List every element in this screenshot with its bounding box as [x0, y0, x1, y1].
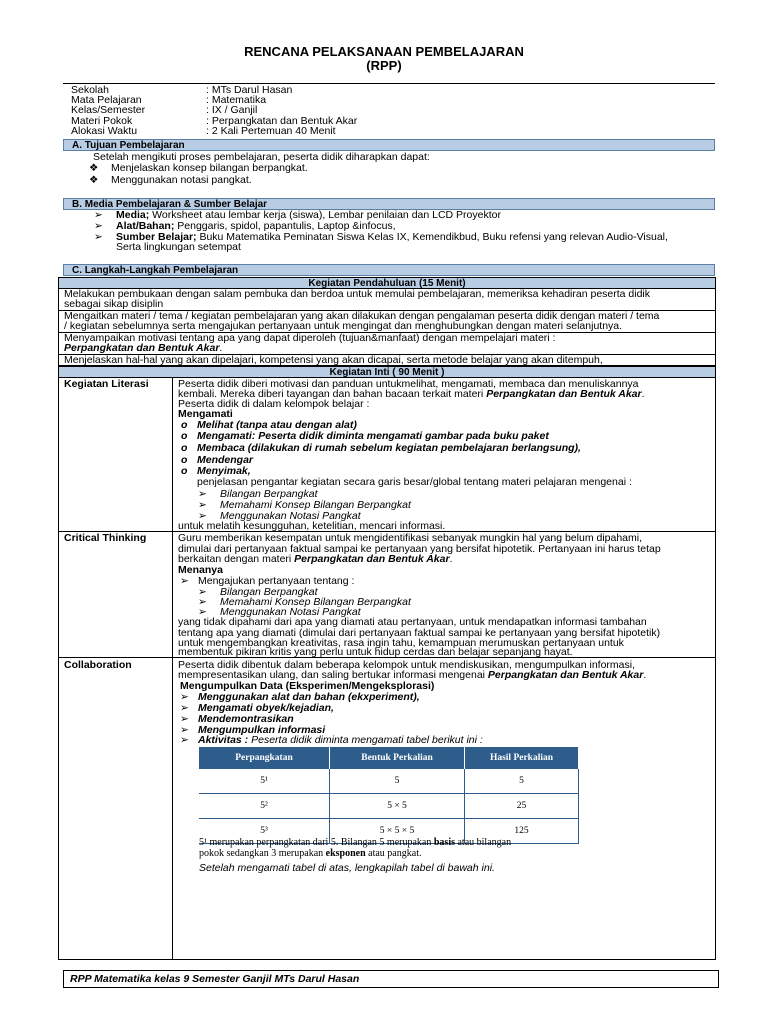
table-header: Hasil Perkalian [465, 747, 579, 769]
table-divider [172, 377, 173, 960]
table-caption: pokok sedangkan 3 merupakan eksponen atau pangkat. [199, 848, 422, 859]
critical-label: Critical Thinking [64, 532, 147, 544]
collab-item: Menggunakan alat dan bahan (ekxperiment), [198, 691, 420, 703]
table-cell: 5³ [199, 819, 330, 844]
table-header: Perpangkatan [199, 747, 330, 769]
literasi-text: penjelasan pengantar kegiatan secara garis besar/global tentang materi pelajaran mengenai : [197, 476, 632, 488]
arrow-bullet-icon: ➢ [180, 691, 189, 703]
table-row [199, 794, 579, 819]
arrow-outline-icon: ➢ [198, 596, 207, 608]
table-cell: 125 [465, 819, 579, 844]
menanya-heading: Menanya [178, 564, 223, 576]
arrow-outline-icon: ➢ [198, 499, 207, 511]
footer-text: RPP Matematika kelas 9 Semester Ganjil MTs Darul Hasan [70, 973, 360, 985]
arrow-bullet-icon: ➢ [180, 734, 189, 746]
pendahuluan-header: Kegiatan Pendahuluan (15 Menit) [58, 277, 716, 289]
section-c-heading: C. Langkah-Langkah Pembelajaran [63, 264, 715, 276]
circle-bullet-icon: o [181, 430, 188, 442]
literasi-text: kembali. Mereka diberi tayangan dan bahan bacaan terkait materi Perpangkatan dan Bentuk Akar. [178, 388, 645, 400]
arrow-bullet-icon: ➢ [94, 231, 103, 243]
identity-label: Kelas/Semester [71, 104, 146, 116]
table-cell: 5 × 5 × 5 [330, 819, 465, 844]
collab-text: Peserta didik dibentuk dalam beberapa kelompok untuk mendiskusikan, mengumpulkan informasi, [178, 659, 636, 671]
literasi-topic: Bilangan Berpangkat [220, 488, 318, 500]
aktivitas-line: Aktivitas : Peserta didik diminta mengamati tabel berikut ini : [198, 734, 483, 746]
table-border-left [58, 377, 59, 960]
arrow-outline-icon: ➢ [198, 606, 207, 618]
table-border-right [715, 377, 716, 960]
arrow-bullet-icon: ➢ [94, 220, 103, 232]
title-divider [63, 83, 715, 84]
arrow-outline-icon: ➢ [198, 586, 207, 598]
arrow-bullet-icon: ➢ [180, 575, 189, 587]
literasi-item: Membaca (dilakukan di rumah sebelum kegiatan pembelajaran berlangsung), [197, 442, 581, 454]
sources-line: Sumber Belajar; Buku Matematika Peminatan Siswa Kelas IX, Kemendikbud, Buku refensi yang relevan Audio-Visual, [116, 231, 668, 243]
section-a-intro: Setelah mengikuti proses pembelajaran, peserta didik diharapkan dapat: [93, 151, 430, 163]
literasi-item: Mendengar [197, 454, 254, 466]
circle-bullet-icon: o [181, 419, 188, 431]
document-title: RENCANA PELAKSANAAN PEMBELAJARAN [244, 44, 524, 59]
collab-item: Mendemontrasikan [198, 713, 294, 725]
collab-text: mempresentasikan ulang, dan saling bertukar informasi mengenai Perpangkatan dan Bentuk Akar. [178, 669, 647, 681]
objective-item: Menggunakan notasi pangkat. [111, 174, 252, 186]
pendahuluan-text: sebagai sikap disiplin [64, 298, 164, 310]
after-table-text: Setelah mengamati tabel di atas, lengkapilah tabel di bawah ini. [199, 862, 495, 874]
literasi-text: Peserta didik diberi motivasi dan panduan untukmelihat, mengamati, membaca dan menuliskannya [178, 378, 639, 390]
identity-label: Alokasi Waktu [71, 125, 138, 137]
critical-text: membentuk pikiran kritis yang perlu untuk hidup cerdas dan belajar sepanjang hayat. [178, 646, 573, 658]
table-cell: 5 × 5 [330, 794, 465, 819]
literasi-item: Mengamati: Peserta didik diminta mengamati gambar pada buku paket [197, 430, 549, 442]
literasi-item: Melihat (tanpa atau dengan alat) [197, 419, 357, 431]
collab-item: Mengamati obyek/kejadian, [198, 702, 334, 714]
table-cell: 5² [199, 794, 330, 819]
critical-text: Mengajukan pertanyaan tentang : [198, 575, 355, 587]
identity-value: : IX / Ganjil [206, 104, 258, 116]
critical-text: Guru memberikan kesempatan untuk mengidentifikasi sebanyak mungkin hal yang belum dipahami, [178, 532, 643, 544]
identity-label: Sekolah [71, 84, 109, 96]
arrow-bullet-icon: ➢ [180, 713, 189, 725]
pendahuluan-text: Melakukan pembukaan dengan salam pembuka dan berdoa untuk memulai pembelajaran, memeriksa kehadiran peserta didik [64, 288, 651, 300]
power-table [199, 747, 579, 844]
literasi-label: Kegiatan Literasi [64, 378, 149, 390]
identity-label: Mata Pelajaran [71, 94, 142, 106]
critical-text: tentang apa yang diamati (dimulai dari pertanyaan faktual sampai ke pertanyaan yang bersifat hipotetik) [178, 627, 661, 639]
literasi-topic: Memahami Konsep Bilangan Berpangkat [220, 499, 411, 511]
pendahuluan-text: Mengaitkan materi / tema / kegiatan pembelajaran yang akan dilakukan dengan pengalaman peserta didik dengan materi / tema [64, 310, 660, 322]
table-cell: 5 [330, 769, 465, 794]
table-cell: 25 [465, 794, 579, 819]
document-subtitle: (RPP) [366, 58, 402, 73]
section-a-heading: A. Tujuan Pembelajaran [63, 139, 715, 151]
table-cell: 5¹ [199, 769, 330, 794]
sources-line-continued: Serta lingkungan setempat [116, 241, 241, 253]
objective-item: Menjelaskan konsep bilangan berpangkat. [111, 162, 308, 174]
identity-value: : 2 Kali Pertemuan 40 Menit [206, 125, 336, 137]
row-divider [58, 959, 716, 960]
section-b-heading: B. Media Pembelajaran & Sumber Belajar [63, 198, 715, 210]
critical-topic: Menggunakan Notasi Pangkat [220, 606, 361, 618]
tools-line: Alat/Bahan; Penggaris, spidol, papantulis, Laptop &infocus, [116, 220, 396, 232]
pendahuluan-text: Menyampaikan motivasi tentang apa yang dapat diperoleh (tujuan&manfaat) dengan mempelajari materi : [64, 332, 556, 344]
identity-value: : MTs Darul Hasan [206, 84, 293, 96]
literasi-text: Peserta didik di dalam kelompok belajar : [178, 398, 370, 410]
circle-bullet-icon: o [181, 465, 188, 477]
critical-text: dimulai dari pertanyaan faktual sampai ke pertanyaan yang bersifat hipotetik. Pertanyaan ini harus tetap [178, 543, 661, 555]
identity-value: : Perpangkatan dan Bentuk Akar [206, 115, 358, 127]
mengumpulkan-heading: Mengumpulkan Data (Eksperimen/Mengeksplorasi) [180, 680, 435, 692]
circle-bullet-icon: o [181, 442, 188, 454]
critical-topic: Memahami Konsep Bilangan Berpangkat [220, 596, 411, 608]
critical-text: untuk mengembangkan kreativitas, rasa ingin tahu, kemampuan merumuskan pertanyaan untuk [178, 637, 624, 649]
arrow-bullet-icon: ➢ [180, 702, 189, 714]
arrow-outline-icon: ➢ [198, 488, 207, 500]
identity-label: Materi Pokok [71, 115, 133, 127]
pendahuluan-text: Menjelaskan hal-hal yang akan dipelajari, kompetensi yang akan dicapai, serta metode belajar yang akan ditempuh, [64, 354, 603, 366]
arrow-bullet-icon: ➢ [180, 724, 189, 736]
table-header: Bentuk Perkalian [330, 747, 465, 769]
table-row [199, 769, 579, 794]
collab-label: Collaboration [64, 659, 132, 671]
mengamati-heading: Mengamati [178, 408, 233, 420]
pendahuluan-text: Perpangkatan dan Bentuk Akar. [64, 342, 223, 354]
critical-topic: Bilangan Berpangkat [220, 586, 318, 598]
table-cell: 5 [465, 769, 579, 794]
pendahuluan-text: / kegiatan sebelumnya serta mengajukan pertanyaan untuk mengingat dan menghubungkan dengan materi selanjutnya. [64, 320, 623, 332]
table-caption: 5¹ merupakan perpangkatan dari 5. Bilangan 5 merupakan basis atau bilangan [199, 837, 512, 848]
literasi-item: Menyimak, [197, 465, 251, 477]
inti-header: Kegiatan Inti ( 90 Menit ) [58, 366, 716, 378]
arrow-bullet-icon: ➢ [94, 209, 103, 221]
collab-item: Mengumpulkan informasi [198, 724, 326, 736]
diamond-bullet-icon: ❖ [89, 162, 99, 174]
literasi-text: untuk melatih kesungguhan, ketelitian, mencari informasi. [178, 520, 446, 532]
circle-bullet-icon: o [181, 454, 188, 466]
identity-value: : Matematika [206, 94, 267, 106]
media-line: Media; Worksheet atau lembar kerja (siswa), Lembar penilaian dan LCD Proyektor [116, 209, 501, 221]
critical-text: berkaitan dengan materi Perpangkatan dan Bentuk Akar. [178, 553, 453, 565]
critical-text: yang tidak dipahami dari apa yang diamati atau pertanyaan, untuk mendapatkan informasi tambahan [178, 616, 647, 628]
diamond-bullet-icon: ❖ [89, 174, 99, 186]
literasi-topic: Menggunakan Notasi Pangkat [220, 510, 361, 522]
arrow-outline-icon: ➢ [198, 510, 207, 522]
